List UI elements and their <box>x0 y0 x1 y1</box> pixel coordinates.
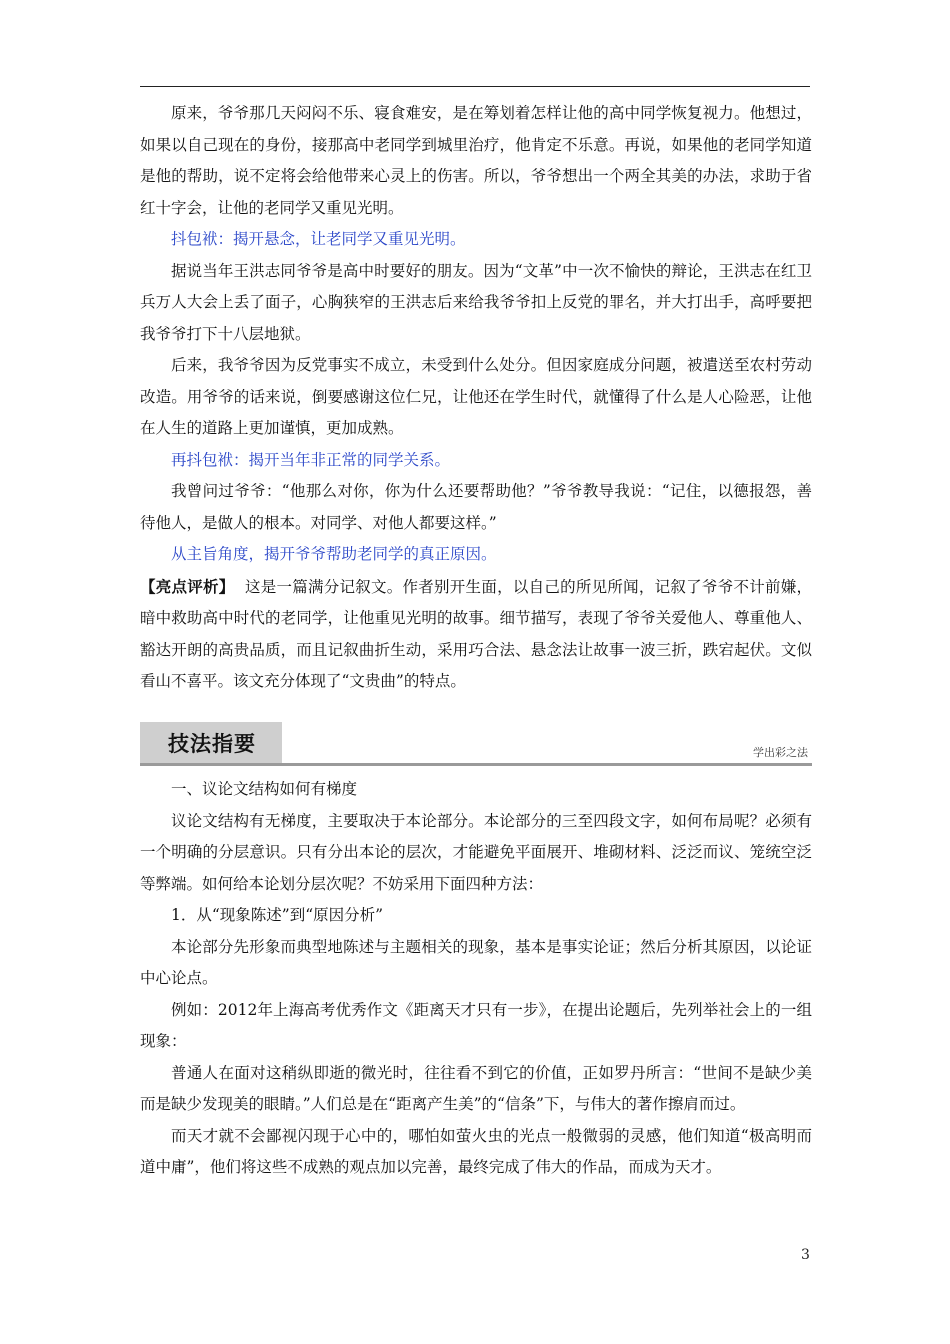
annotation-note: 抖包袱：揭开悬念，让老同学又重见光明。 <box>171 230 466 248</box>
method-heading: 1．从“现象陈述”到“原因分析” <box>171 906 384 924</box>
quoted-paragraph: 而天才就不会鄙视闪现于心中的，哪怕如萤火虫的光点一般微弱的灵感，他们知道“极高明而道中庸”，他们将这些不成熟的观点加以完善，最终完成了伟大的作品，而成为天才。 <box>140 1126 812 1176</box>
story-paragraph: 据说当年王洪志同爷爷是高中时要好的朋友。因为“文革”中一次不愉快的辩论，王洪志在红卫兵万人大会上丢了面子，心胸狭窄的王洪志后来给我爷爷扣上反党的罪名，并大打出手，高呼要把我爷爷打下十八层地狱。 <box>140 261 812 343</box>
section-subtitle: 学出彩之法 <box>753 746 808 759</box>
review-text: 这是一篇满分记叙文。作者别开生面，以自己的所见所闻，记叙了爷爷不计前嫌，暗中救助高中时代的老同学，让他重见光明的故事。细节描写，表现了爷爷关爱他人、尊重他人、豁达开朗的高贵品质，而且记叙曲折生动，采用巧合法、悬念法让故事一波三折，跌宕起伏。文似看山不喜平。该文充分体现了“文贵曲”的特点。 <box>140 577 812 690</box>
header-rule <box>140 86 810 87</box>
subsection-heading: 一、议论文结构如何有梯度 <box>171 780 358 798</box>
page-number: 3 <box>801 1247 810 1263</box>
section-rule <box>140 763 812 766</box>
section-title: 技法指要 <box>168 732 256 756</box>
review-paragraph <box>140 571 812 698</box>
annotation-note: 再抖包袱：揭开当年非正常的同学关系。 <box>171 450 451 469</box>
story-paragraph: 原来，爷爷那几天闷闷不乐、寝食难安，是在筹划着怎样让他的高中同学恢复视力。他想过，如果以自己现在的身份，接那高中老同学到城里治疗，他肯定不乐意。再说，如果他的老同学知道是他的帮助，说不定将会给他带来心灵上的伤害。所以，爷爷想出一个两全其美的办法，求助于省红十字会，让他的老同学又重见光明。 <box>140 104 812 217</box>
story-paragraph: 后来，我爷爷因为反党事实不成立，未受到什么处分。但因家庭成分问题，被遣送至农村劳动改造。用爷爷的话来说，倒要感谢这位仁兄，让他还在学生时代，就懂得了什么是人心险恶，让他在人生的道路上更加谨慎，更加成熟。 <box>140 356 812 437</box>
body-paragraph: 议论文结构有无梯度，主要取决于本论部分。本论部分的三至四段文字，如何布局呢？必须有一个明确的分层意识。只有分出本论的层次，才能避免平面展开、堆砌材料、泛泛而议、笼统空泛等弊端。如何给本论划分层次呢？不妨采用下面四种方法： <box>140 811 812 893</box>
story-paragraph: 我曾问过爷爷：“他那么对你，你为什么还要帮助他？”爷爷教导我说：“记住，以德报怨，善待他人，是做人的根本。对同学、对他人都要这样。” <box>140 482 812 532</box>
story-body <box>140 98 812 698</box>
quoted-paragraph: 普通人在面对这稍纵即逝的微光时，往往看不到它的价值，正如罗丹所言：“世间不是缺少美而是缺少发现美的眼睛。”人们总是在“距离产生美”的“信条”下，与伟大的著作擦肩而过。 <box>140 1063 812 1113</box>
annotation-note: 从主旨角度，揭开爷爷帮助老同学的真正原因。 <box>171 545 497 563</box>
section-header <box>140 722 812 766</box>
body-paragraph: 本论部分先形象而典型地陈述与主题相关的现象，基本是事实论证；然后分析其原因，以论证中心论点。 <box>140 937 812 987</box>
technique-body <box>140 774 812 1184</box>
body-paragraph: 例如：2012年上海高考优秀作文《距离天才只有一步》，在提出论题后，先列举社会上的一组现象： <box>140 1000 812 1050</box>
review-tag: 【亮点评析】 <box>140 576 235 596</box>
